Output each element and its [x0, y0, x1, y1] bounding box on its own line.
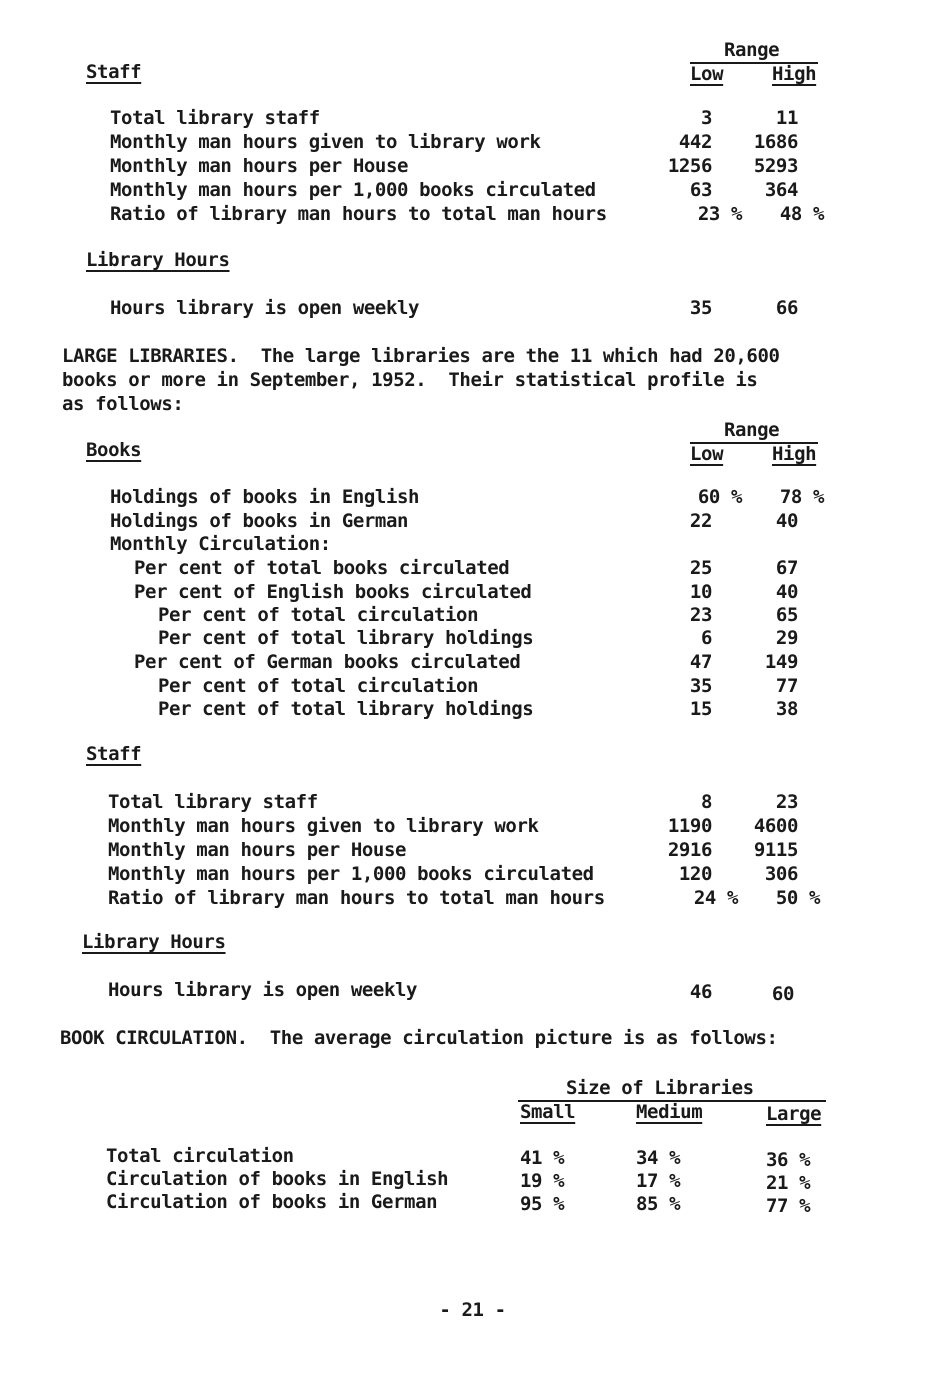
row-high: 149 [764, 651, 798, 673]
row-label: Circulation of books in German [106, 1191, 438, 1213]
row-label: Per cent of English books circulated [134, 581, 532, 603]
row-label: Per cent of total circulation [158, 604, 479, 626]
row-label: Holdings of books in English [110, 486, 420, 508]
range-label: Range [724, 419, 780, 441]
row-label: Holdings of books in German [110, 510, 409, 532]
row-low: 23 % [697, 203, 742, 225]
row-high: 48 % [779, 203, 824, 225]
row-label: Monthly man hours per 1,000 books circulated [108, 863, 594, 885]
row-high: 29 [775, 627, 798, 649]
library-hours-heading: Library Hours [82, 931, 226, 953]
row-low: 15 [689, 698, 712, 720]
row-high: 23 [775, 791, 798, 813]
row-low: 1190 [667, 815, 712, 837]
row-high: 77 [775, 675, 798, 697]
row-medium: 85 % [636, 1193, 681, 1215]
row-low: 23 [689, 604, 712, 626]
page-number: - 21 - [439, 1299, 506, 1321]
row-label: Monthly man hours per House [108, 839, 407, 861]
row-label: Monthly man hours given to library work [110, 131, 541, 153]
row-high: 40 [775, 581, 798, 603]
row-high: 50 % [775, 887, 820, 909]
row-high: 65 [775, 604, 798, 626]
row-low: 35 [689, 297, 712, 319]
row-label: Total circulation [106, 1145, 294, 1167]
row-low: 24 % [693, 887, 738, 909]
row-low: 63 [689, 179, 712, 201]
row-low: 2916 [667, 839, 712, 861]
row-low: 6 [700, 627, 712, 649]
row-label: Per cent of total books circulated [134, 557, 510, 579]
row-high: 9115 [753, 839, 798, 861]
row-label: Hours library is open weekly [108, 979, 418, 1001]
range-label: Range [724, 39, 780, 61]
large-label: Large [766, 1103, 822, 1125]
row-label: Monthly man hours per 1,000 books circulated [110, 179, 596, 201]
row-large: 36 % [766, 1149, 811, 1171]
row-high: 78 % [779, 486, 824, 508]
large-libraries-paragraph-line: LARGE LIBRARIES. The large libraries are the 11 which had 20,600 [62, 345, 780, 367]
high-label: High [772, 63, 817, 85]
low-label: Low [690, 63, 724, 85]
row-label: Hours library is open weekly [110, 297, 420, 319]
large-libraries-paragraph-line: as follows: [62, 393, 184, 415]
row-low: 46 [689, 981, 712, 1003]
row-small: 19 % [520, 1170, 565, 1192]
row-low: 120 [678, 863, 712, 885]
row-large: 77 % [766, 1195, 811, 1217]
row-label: Monthly Circulation: [110, 533, 331, 555]
staff-heading: Staff [86, 61, 142, 83]
row-medium: 34 % [636, 1147, 681, 1169]
medium-label: Medium [636, 1101, 703, 1123]
row-high: 66 [775, 297, 798, 319]
row-high: 60 [771, 983, 794, 1005]
books-heading: Books [86, 439, 142, 461]
row-label: Monthly man hours per House [110, 155, 409, 177]
row-label: Circulation of books in English [106, 1168, 449, 1190]
row-label: Per cent of total library holdings [158, 627, 534, 649]
row-high: 40 [775, 510, 798, 532]
row-low: 442 [678, 131, 712, 153]
row-label: Ratio of library man hours to total man hours [110, 203, 607, 225]
large-libraries-paragraph-line: books or more in September, 1952. Their statistical profile is [62, 369, 758, 391]
low-label: Low [690, 443, 724, 465]
high-label: High [772, 443, 817, 465]
row-low: 60 % [697, 486, 742, 508]
library-hours-heading: Library Hours [86, 249, 230, 271]
row-high: 364 [764, 179, 798, 201]
row-low: 22 [689, 510, 712, 532]
row-high: 11 [775, 107, 798, 129]
row-high: 306 [764, 863, 798, 885]
row-low: 10 [689, 581, 712, 603]
book-circulation-paragraph: BOOK CIRCULATION. The average circulation picture is as follows: [60, 1027, 778, 1049]
row-label: Monthly man hours given to library work [108, 815, 539, 837]
staff-heading: Staff [86, 743, 142, 765]
row-label: Total library staff [108, 791, 318, 813]
row-high: 38 [775, 698, 798, 720]
row-small: 95 % [520, 1193, 565, 1215]
row-small: 41 % [520, 1147, 565, 1169]
row-low: 25 [689, 557, 712, 579]
row-low: 35 [689, 675, 712, 697]
row-medium: 17 % [636, 1170, 681, 1192]
row-high: 4600 [753, 815, 798, 837]
row-large: 21 % [766, 1172, 811, 1194]
row-high: 1686 [753, 131, 798, 153]
row-low: 8 [700, 791, 712, 813]
row-label: Per cent of total circulation [158, 675, 479, 697]
row-label: Ratio of library man hours to total man hours [108, 887, 605, 909]
row-label: Per cent of German books circulated [134, 651, 521, 673]
row-label: Per cent of total library holdings [158, 698, 534, 720]
row-high: 5293 [753, 155, 798, 177]
row-low: 3 [700, 107, 712, 129]
size-of-libraries-label: Size of Libraries [566, 1077, 754, 1099]
row-high: 67 [775, 557, 798, 579]
small-label: Small [520, 1101, 576, 1123]
row-low: 47 [689, 651, 712, 673]
row-label: Total library staff [110, 107, 320, 129]
row-low: 1256 [667, 155, 712, 177]
